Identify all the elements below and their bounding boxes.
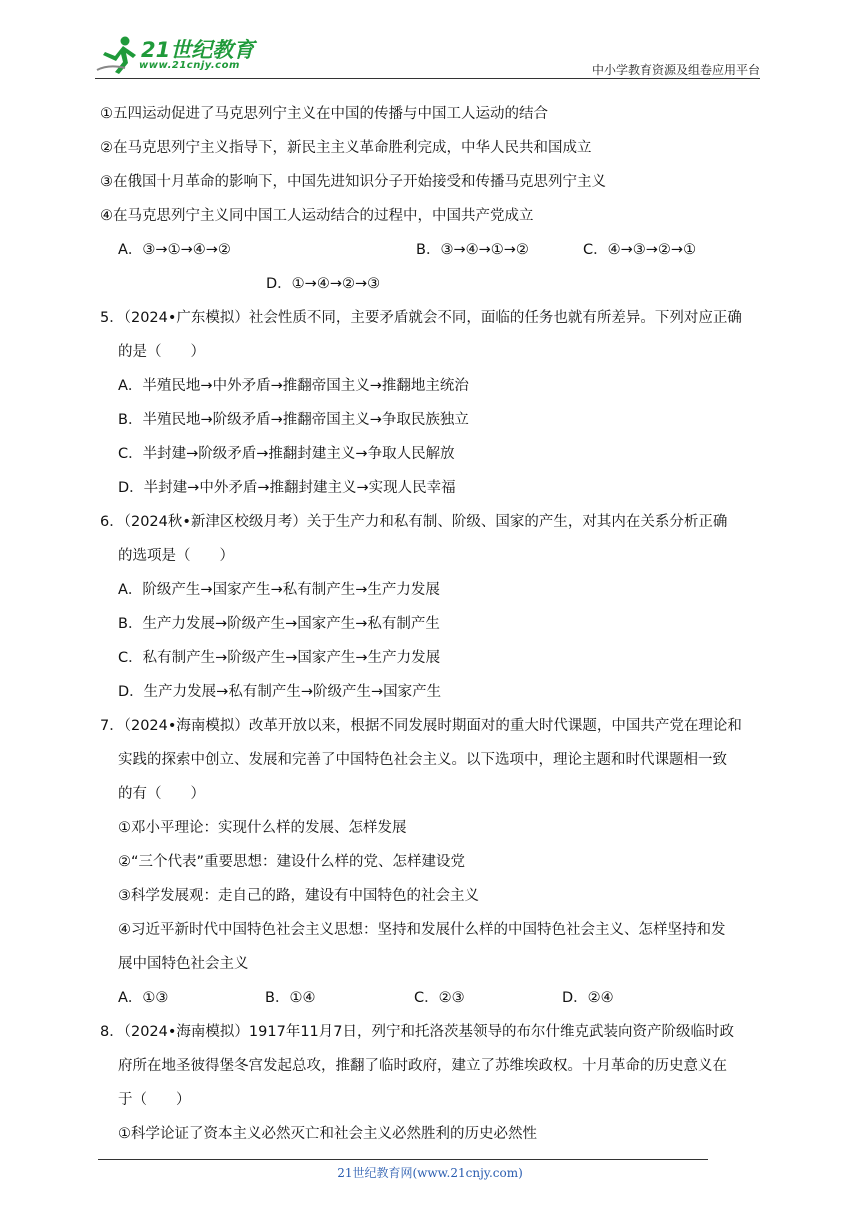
question-8-stem: 8．（2024•海南模拟）1917年11月7日，列宁和托洛茨基领导的布尔什维克武装向资产阶级临时政 [100,1024,735,1040]
q7-option-d: D．②④ [562,990,614,1006]
option-c: C．④→③→②→① [583,242,697,258]
footer-divider [98,1159,708,1160]
question-7-stem: 7．（2024•海南模拟）改革开放以来，根据不同发展时期面对的重大时代课题，中国共产党在理论和 [100,718,742,734]
header-divider [95,78,760,79]
question-7-stem-cont: 实践的探索中创立、发展和完善了中国特色社会主义。以下选项中，理论主题和时代课题相一致 [118,752,727,768]
statement-2: ②在马克思列宁主义指导下，新民主主义革命胜利完成，中华人民共和国成立 [100,140,592,156]
question-8-stem-cont: 府所在地圣彼得堡冬宫发起总攻，推翻了临时政府，建立了苏维埃政权。十月革命的历史意义在 [118,1058,727,1074]
q5-option-d: D．半封建→中外矛盾→推翻封建主义→实现人民幸福 [118,480,456,496]
q7-option-c: C．②③ [414,990,465,1006]
option-a: A．③→①→④→② [118,242,231,258]
q6-option-a: A．阶级产生→国家产生→私有制产生→生产力发展 [118,582,440,598]
option-b: B．③→④→①→② [416,242,529,258]
question-5-stem: 5．（2024•广东模拟）社会性质不同，主要矛盾就会不同，面临的任务也就有所差异。下列对应正确 [100,310,742,326]
question-6-stem: 6．（2024秋•新津区校级月考）关于生产力和私有制、阶级、国家的产生，对其内在关系分析正确 [100,514,728,530]
q5-option-b: B．半殖民地→阶级矛盾→推翻帝国主义→争取民族独立 [118,412,469,428]
q6-option-b: B．生产力发展→阶级产生→国家产生→私有制产生 [118,616,440,632]
q5-option-a: A．半殖民地→中外矛盾→推翻帝国主义→推翻地主统治 [118,378,469,394]
statement-3: ③在俄国十月革命的影响下，中国先进知识分子开始接受和传播马克思列宁主义 [100,174,606,190]
platform-title: 中小学教育资源及组卷应用平台 [591,63,760,77]
q7-statement-4: ④习近平新时代中国特色社会主义思想：坚持和发展什么样的中国特色社会主义、怎样坚持和发 [118,922,726,938]
logo-text: 21世纪教育 [141,38,255,62]
q7-option-a: A．①③ [118,990,169,1006]
footer-link[interactable]: 21世纪教育网(www.21cnjy.com) [337,1166,523,1180]
q7-statement-3: ③科学发展观：走自己的路，建设有中国特色的社会主义 [118,888,479,904]
q8-statement-1: ①科学论证了资本主义必然灭亡和社会主义必然胜利的历史必然性 [118,1126,537,1142]
statement-1: ①五四运动促进了马克思列宁主义在中国的传播与中国工人运动的结合 [100,106,548,122]
runner-logo-icon [95,36,141,76]
q7-statement-4-cont: 展中国特色社会主义 [118,956,249,972]
q7-statement-2: ②“三个代表”重要思想：建设什么样的党、怎样建设党 [118,854,466,870]
question-8-stem-end: 于（ ） [118,1092,191,1108]
page-header [95,30,760,80]
question-6-stem-cont: 的选项是（ ） [118,548,234,564]
question-7-stem-end: 的有（ ） [118,786,205,802]
q7-statement-1: ①邓小平理论：实现什么样的发展、怎样发展 [118,820,407,836]
option-d: D．①→④→②→③ [266,276,381,292]
logo [95,36,265,76]
q6-option-d: D．生产力发展→私有制产生→阶级产生→国家产生 [118,684,442,700]
logo-subtext: www.21cnjy.com [139,60,240,71]
statement-4: ④在马克思列宁主义同中国工人运动结合的过程中，中国共产党成立 [100,208,534,224]
q7-option-b: B．①④ [265,990,316,1006]
q6-option-c: C．私有制产生→阶级产生→国家产生→生产力发展 [118,650,441,666]
q5-option-c: C．半封建→阶级矛盾→推翻封建主义→争取人民解放 [118,446,455,462]
question-5-stem-cont: 的是（ ） [118,344,205,360]
